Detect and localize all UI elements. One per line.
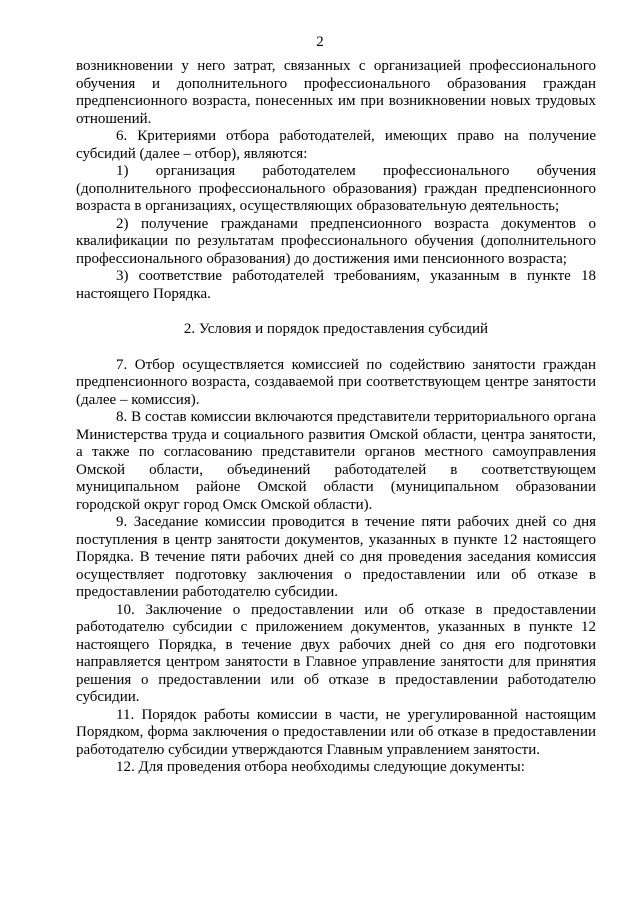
document-body (76, 58, 596, 777)
paragraph-8: 8. В состав комиссии включаются представители территориального органа Министерства труда и социального развития Омской области, центра занятости, а также по согласованию представители органов местного самоуправления Омской области, объединений работодателей в соответствующем муниципальном районе Омской области (муниципальном образовании городской округ город Омск Омской области). (76, 409, 596, 513)
paragraph-6: 6. Критериями отбора работодателей, имеющих право на получение субсидий (далее – отбор), являются: (76, 128, 596, 162)
page-number: 2 (316, 34, 324, 50)
paragraph-continuation: возникновении у него затрат, связанных с организацией профессионального обучения и дополнительного профессионального образования граждан предпенсионного возраста, понесенных им при возникновении новых трудовых отношений. (76, 58, 596, 127)
paragraph-6-item-3: 3) соответствие работодателей требованиям, указанным в пункте 18 настоящего Порядка. (76, 268, 596, 302)
section-heading: 2. Условия и порядок предоставления субсидий (183, 321, 489, 337)
paragraph-9: 9. Заседание комиссии проводится в течение пяти рабочих дней со дня поступления в центр занятости документов, указанных в пункте 12 настоящего Порядка. В течение пяти рабочих дней со дня проведения заседания комиссия осуществляет подготовку заключения о предоставлении или об отказе в предоставлении работодателю субсидии. (76, 514, 596, 600)
paragraph-11: 11. Порядок работы комиссии в части, не урегулированной настоящим Порядком, форма заключения о предоставлении или об отказе в предоставлении работодателю субсидии утверждаются Главным управлением занятости. (76, 706, 596, 758)
paragraph-12: 12. Для проведения отбора необходимы следующие документы: (116, 759, 525, 775)
paragraph-6-item-2: 2) получение гражданами предпенсионного возраста документов о квалификации по результатам профессионального обучения (дополнительного профессионального образования) до достижения ими пенсионного возраста; (76, 215, 596, 267)
paragraph-10: 10. Заключение о предоставлении или об отказе в предоставлении работодателю субсидии с приложением документов, указанных в пункте 12 настоящего Порядка, в течение двух рабочих дней со дня его подготовки направляется центром занятости в Главное управление занятости для принятия решения о предоставлении или об отказе в предоставлении работодателю субсидии. (76, 601, 596, 705)
paragraph-6-item-1: 1) организация работодателем профессионального обучения (дополнительного профессионального образования) граждан предпенсионного возраста в организациях, осуществляющих образовательную деятельность; (76, 163, 596, 214)
paragraph-7: 7. Отбор осуществляется комиссией по содействию занятости граждан предпенсионного возраста, создаваемой при соответствующем центре занятости (далее – комиссия). (76, 356, 596, 408)
